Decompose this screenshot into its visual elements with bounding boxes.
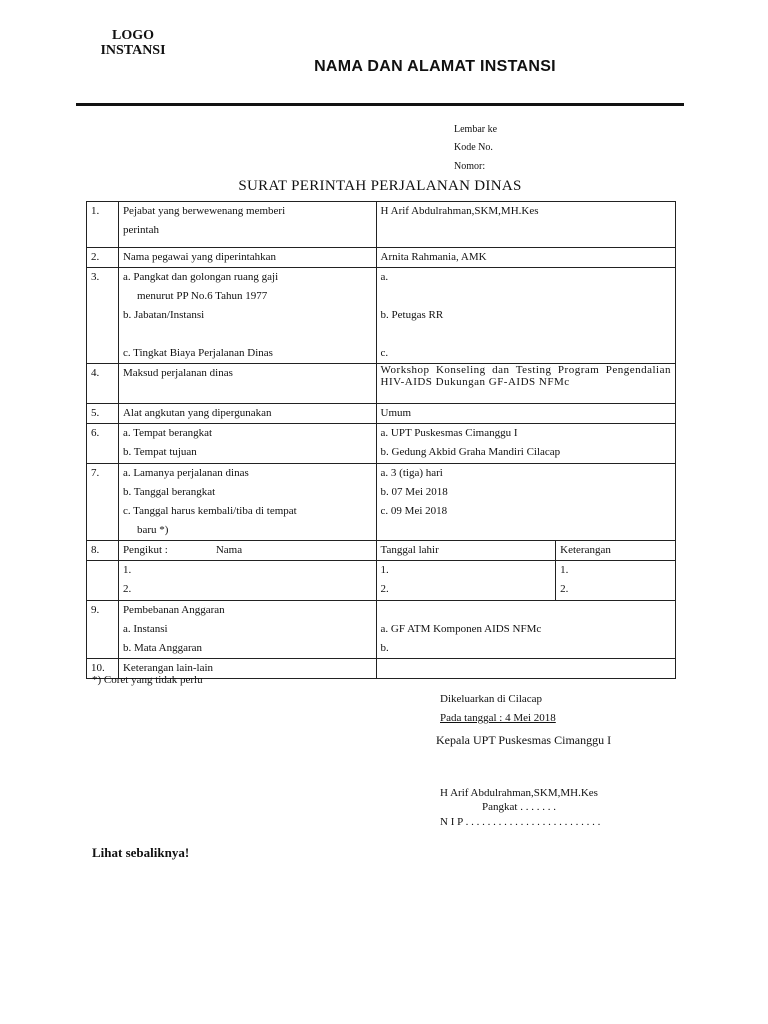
institution-title: NAMA DAN ALAMAT INSTANSI	[314, 58, 556, 75]
row-value	[376, 659, 675, 679]
logo-line-1: LOGO	[111, 28, 154, 43]
table-row	[87, 541, 676, 561]
meta-lembar: Lembar ke	[454, 124, 498, 135]
row-value: a. b. Petugas RR c.	[376, 268, 675, 364]
row-number: 6.	[87, 424, 119, 464]
table-row	[87, 364, 676, 404]
footnote: *) Coret yang tidak perlu	[92, 674, 203, 686]
pengikut-keterangan: 1. 2.	[556, 561, 676, 601]
row-number: 10.	[87, 659, 119, 679]
see-reverse-note: Lihat sebaliknya!	[92, 845, 190, 860]
table-row	[87, 404, 676, 424]
logo-placeholder	[91, 28, 175, 58]
pengikut-tanggal: 1. 2.	[376, 561, 556, 601]
table-row	[87, 424, 676, 464]
table-row	[87, 561, 676, 601]
table-row	[87, 601, 676, 659]
row-label: Pejabat yang berwewenang memberi perintah	[118, 202, 376, 248]
row-value: Umum	[376, 404, 675, 424]
signer-nip: N I P . . . . . . . . . . . . . . . . . . . . . . . . .	[440, 816, 601, 828]
row-value: a. 3 (tiga) hari b. 07 Mei 2018 c. 09 Mei 2018	[376, 464, 675, 541]
row-label: Alat angkutan yang dipergunakan	[118, 404, 376, 424]
col-nama: Nama	[215, 544, 243, 556]
row-label: Keterangan lain-lain	[118, 659, 376, 679]
signer-name: H Arif Abdulrahman,SKM,MH.Kes	[440, 787, 598, 799]
row-value: a. GF ATM Komponen AIDS NFMc b.	[376, 601, 675, 659]
row-label: a. Lamanya perjalanan dinas b. Tanggal berangkat c. Tanggal harus kembali/tiba di tempat baru *)	[118, 464, 376, 541]
meta-kode: Kode No.	[454, 142, 493, 153]
row-label: Nama pegawai yang diperintahkan	[118, 248, 376, 268]
row-number: 3.	[87, 268, 119, 364]
row-value: Arnita Rahmania, AMK	[376, 248, 675, 268]
table-row	[87, 248, 676, 268]
row-label: a. Tempat berangkat b. Tempat tujuan	[118, 424, 376, 464]
issued-date: Pada tanggal : 4 Mei 2018	[440, 712, 556, 724]
row-number: 5.	[87, 404, 119, 424]
row-number	[87, 561, 119, 601]
row-label: Pengikut : Nama	[118, 541, 376, 561]
table-row	[87, 268, 676, 364]
row-number: 2.	[87, 248, 119, 268]
header-rule	[76, 103, 684, 106]
row-value: H Arif Abdulrahman,SKM,MH.Kes	[376, 202, 675, 248]
issued-place: Dikeluarkan di Cilacap	[440, 693, 543, 705]
row-number: 9.	[87, 601, 119, 659]
row-number: 7.	[87, 464, 119, 541]
row-value: Workshop Konseling dan Testing Program Pengendalian HIV-AIDS Dukungan GF-AIDS NFMc	[376, 364, 675, 404]
document-title: SURAT PERINTAH PERJALANAN DINAS	[238, 178, 522, 194]
spd-table	[86, 201, 676, 679]
table-row	[87, 464, 676, 541]
row-value: a. UPT Puskesmas Cimanggu I b. Gedung Akbid Graha Mandiri Cilacap	[376, 424, 675, 464]
row-label: a. Pangkat dan golongan ruang gaji menurut PP No.6 Tahun 1977 b. Jabatan/Instansi c. Tingkat Biaya Perjalanan Dinas	[118, 268, 376, 364]
signer-position: Kepala UPT Puskesmas Cimanggu I	[436, 733, 612, 747]
col-tanggal-lahir: Tanggal lahir	[376, 541, 556, 561]
signer-rank: Pangkat . . . . . . .	[482, 801, 556, 813]
row-label: Pembebanan Anggaran a. Instansi b. Mata Anggaran	[118, 601, 376, 659]
meta-nomor: Nomor:	[454, 161, 486, 172]
row-number: 8.	[87, 541, 119, 561]
pengikut-nama: 1. 2.	[118, 561, 376, 601]
row-number: 1.	[87, 202, 119, 248]
table-row	[87, 202, 676, 248]
logo-line-2: INSTANSI	[100, 43, 166, 58]
col-keterangan: Keterangan	[556, 541, 676, 561]
row-label: Maksud perjalanan dinas	[118, 364, 376, 404]
row-number: 4.	[87, 364, 119, 404]
